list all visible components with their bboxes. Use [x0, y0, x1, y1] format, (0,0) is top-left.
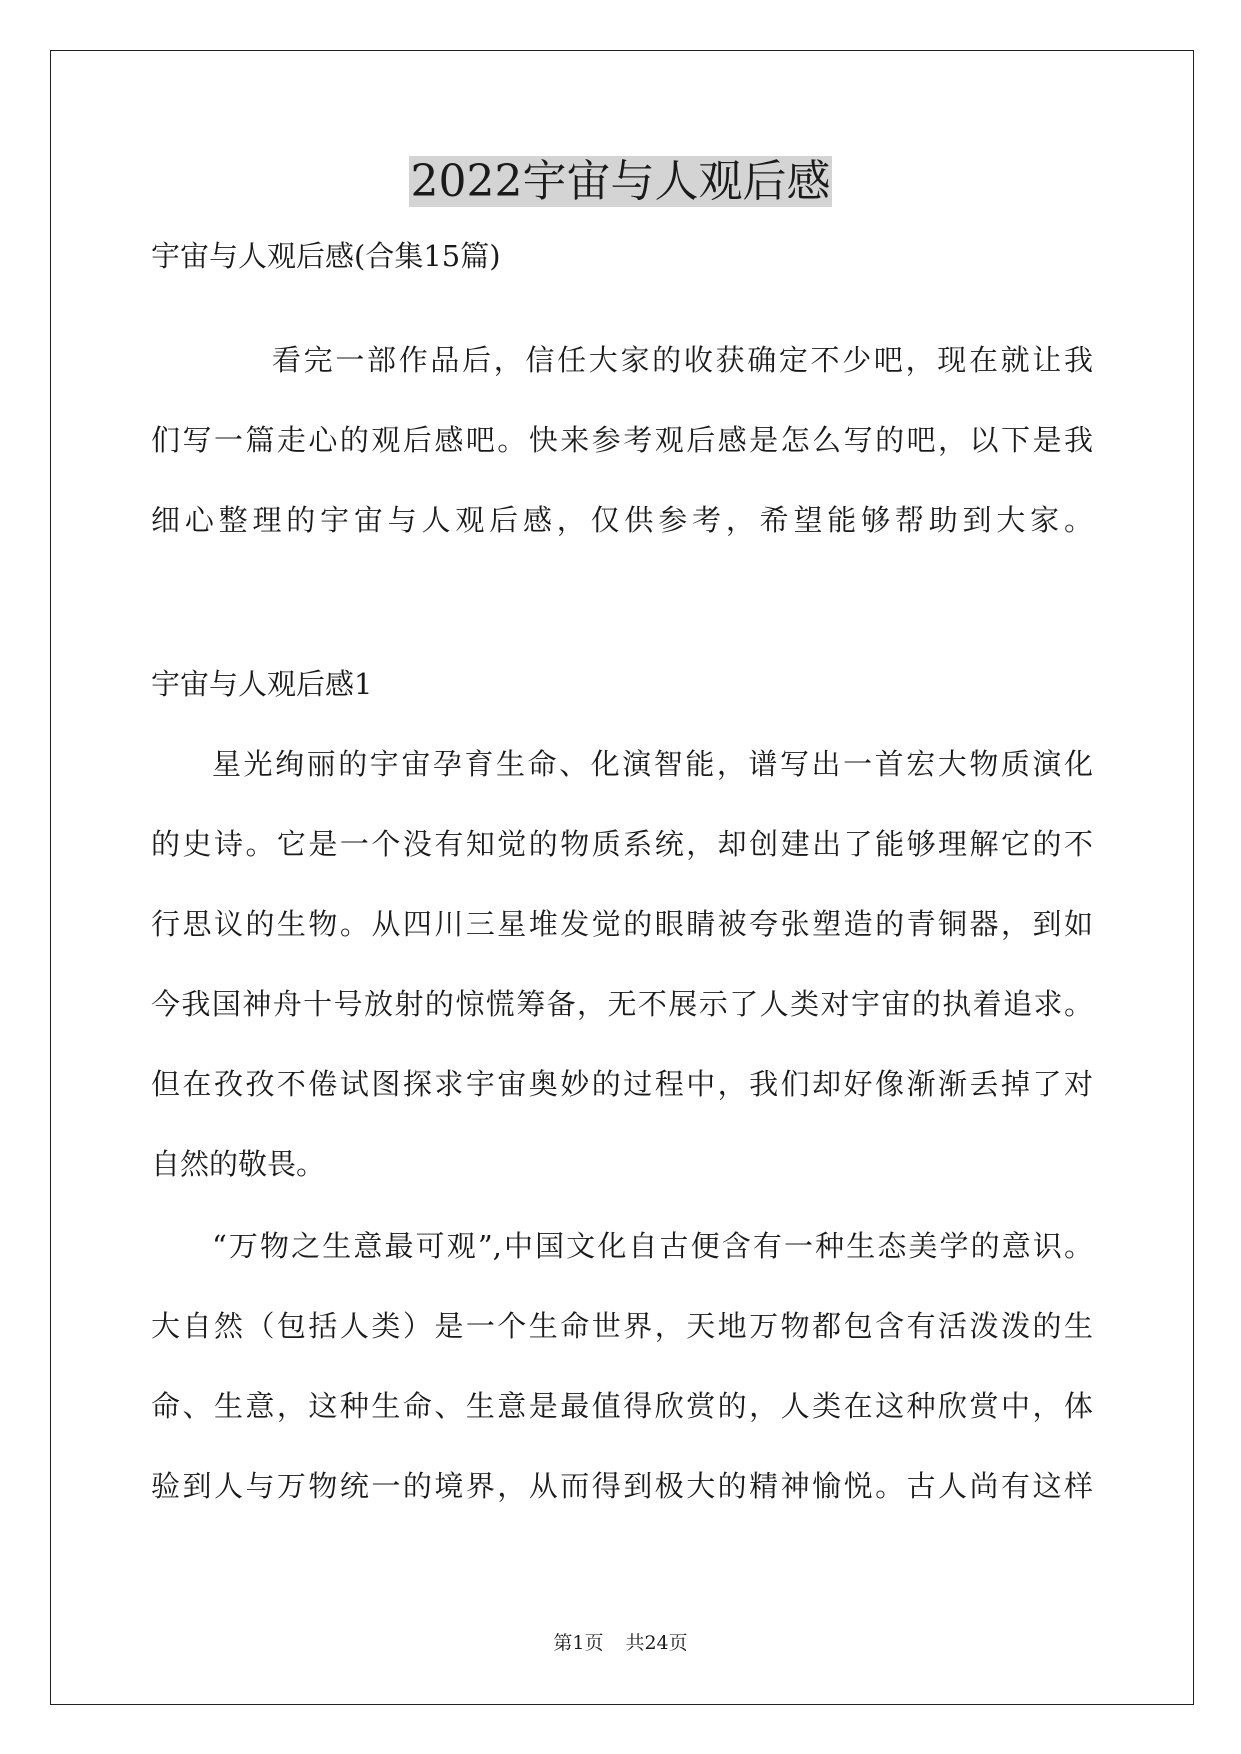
section-heading: 宇宙与人观后感1: [151, 667, 373, 701]
page-border: [50, 50, 1194, 1705]
para2-line-3: 命、生意，这种生命、生意是最值得欣赏的，人类在这种欣赏中，体: [151, 1389, 1093, 1423]
para2-line-4: 验到人与万物统一的境界，从而得到极大的精神愉悦。古人尚有这样: [151, 1469, 1093, 1503]
para1-line-5: 但在孜孜不倦试图探求宇宙奥妙的过程中，我们却好像渐渐丢掉了对: [151, 1067, 1093, 1101]
intro-line-1: 看完一部作品后，信任大家的收获确定不少吧，现在就让我: [272, 343, 1093, 377]
subtitle: 宇宙与人观后感(合集15篇): [151, 239, 501, 273]
title-text: 2022宇宙与人观后感: [410, 156, 831, 207]
document-title: [0, 152, 1241, 212]
para1-line-4: 今我国神舟十号放射的惊慌筹备，无不展示了人类对宇宙的执着追求。: [151, 987, 1093, 1021]
para1-line-3: 行思议的生物。从四川三星堆发觉的眼睛被夸张塑造的青铜器，到如: [151, 907, 1093, 941]
para1-line-1: 星光绚丽的宇宙孕育生命、化演智能，谱写出一首宏大物质演化: [212, 747, 1093, 781]
page-total: 共24页: [625, 1632, 688, 1654]
para2-line-2: 大自然（包括人类）是一个生命世界，天地万物都包含有活泼泼的生: [151, 1309, 1093, 1343]
intro-line-2: 们写一篇走心的观后感吧。快来参考观后感是怎么写的吧，以下是我: [151, 423, 1093, 457]
para1-line-2: 的史诗。它是一个没有知觉的物质系统，却创建出了能够理解它的不: [151, 827, 1093, 861]
para2-line-1: “万物之生意最可观”,中国文化自古便含有一种生态美学的意识。: [212, 1229, 1093, 1263]
page-footer: [0, 1630, 1241, 1656]
intro-line-3: 细心整理的宇宙与人观后感，仅供参考，希望能够帮助到大家。: [151, 503, 1093, 537]
para1-line-6: 自然的敬畏。: [151, 1147, 326, 1181]
page-number: 第1页: [553, 1632, 604, 1654]
